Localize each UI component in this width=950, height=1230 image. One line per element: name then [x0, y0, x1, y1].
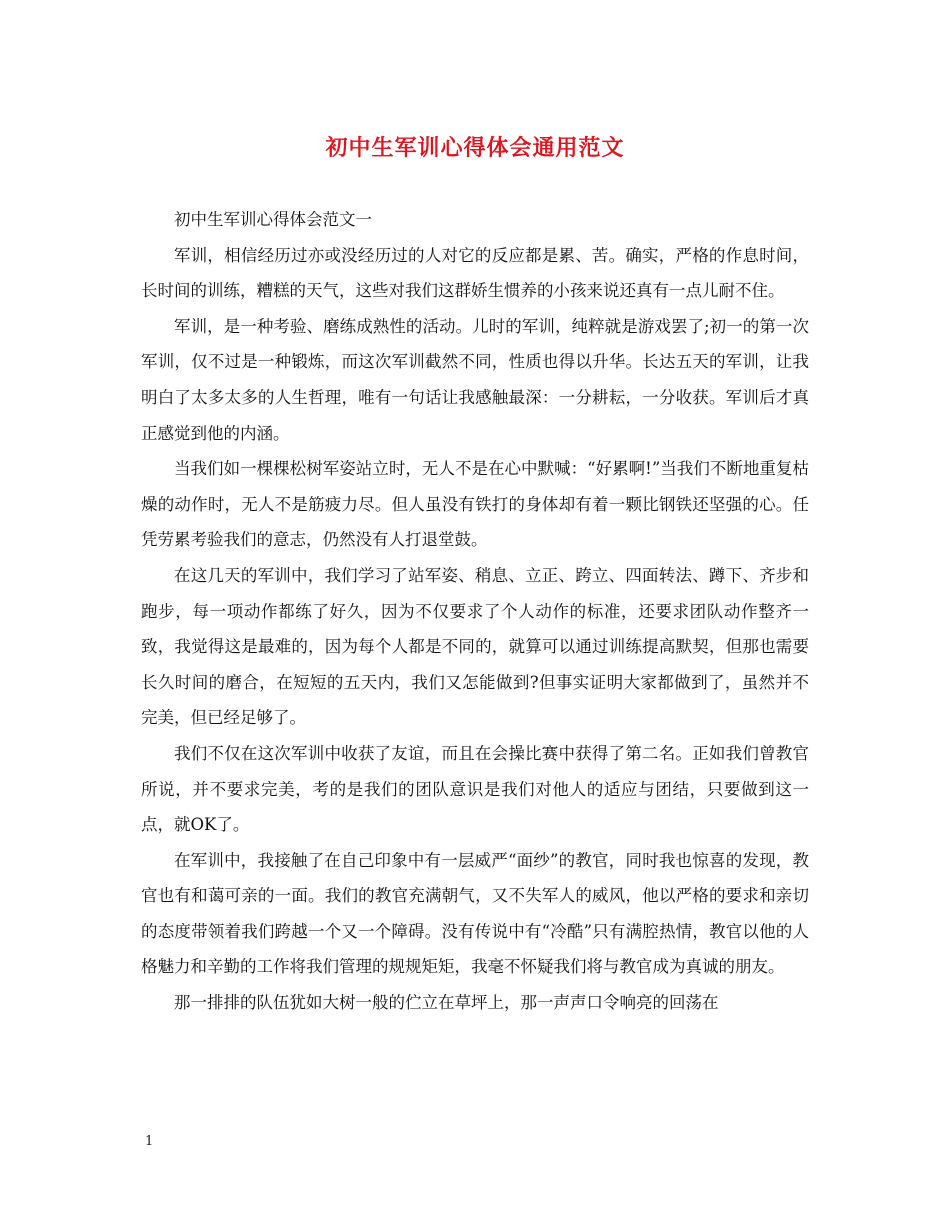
page-number: 1	[145, 1134, 154, 1149]
paragraph: 那一排排的队伍犹如大树一般的伫立在草坪上，那一声声口令响亮的回荡在	[174, 993, 719, 1013]
paragraph: 军训，是一种考验、磨练成熟性的活动。儿时的军训，纯粹就是游戏罢了;初一的第一次军训，仅不过是一种锻炼，而这次军训截然不同，性质也得以升华。长达五天的军训，让我明白了太多太多的人生哲理，唯有一句话让我感触最深：一分耕耘，一分收获。军训后才真正感觉到他的内涵。	[141, 316, 809, 443]
document-body	[141, 202, 809, 1021]
document-title: 初中生军训心得体会通用范文	[325, 135, 625, 161]
paragraph: 当我们如一棵棵松树军姿站立时，无人不是在心中默喊：“好累啊!”当我们不断地重复枯燥的动作时，无人不是筋疲力尽。但人虽没有铁打的身体却有着一颗比钢铁还坚强的心。任凭劳累考验我们的意志，仍然没有人打退堂鼓。	[141, 459, 809, 550]
paragraph: 军训，相信经历过亦或没经历过的人对它的反应都是累、苦。确实，严格的作息时间，长时间的训练，糟糕的天气，这些对我们这群娇生惯养的小孩来说还真有一点儿耐不住。	[141, 245, 809, 301]
section-heading: 初中生军训心得体会范文一	[174, 210, 372, 229]
paragraph: 在这几天的军训中，我们学习了站军姿、稍息、立正、跨立、四面转法、蹲下、齐步和跑步，每一项动作都练了好久，因为不仅要求了个人动作的标准，还要求团队动作整齐一致，我觉得这是最难的，因为每个人都是不同的，就算可以通过训练提高默契，但那也需要长久时间的磨合，在短短的五天内，我们又怎能做到?但事实证明大家都做到了，虽然并不完美，但已经足够了。	[141, 565, 809, 728]
paragraph: 我们不仅在这次军训中收获了友谊，而且在会操比赛中获得了第二名。正如我们曾教官所说，并不要求完美，考的是我们的团队意识是我们对他人的适应与团结，只要做到这一点，就OK了。	[141, 743, 809, 835]
paragraph: 在军训中，我接触了在自己印象中有一层威严“面纱”的教官，同时我也惊喜的发现，教官也有和蔼可亲的一面。我们的教官充满朝气，又不失军人的威风，他以严格的要求和亲切的态度带领着我们跨越一个又一个障碍。没有传说中有“冷酷”只有满腔热情，教官以他的人格魅力和辛勤的工作将我们管理的规规矩矩，我毫不怀疑我们将与教官成为真诚的朋友。	[141, 850, 809, 977]
